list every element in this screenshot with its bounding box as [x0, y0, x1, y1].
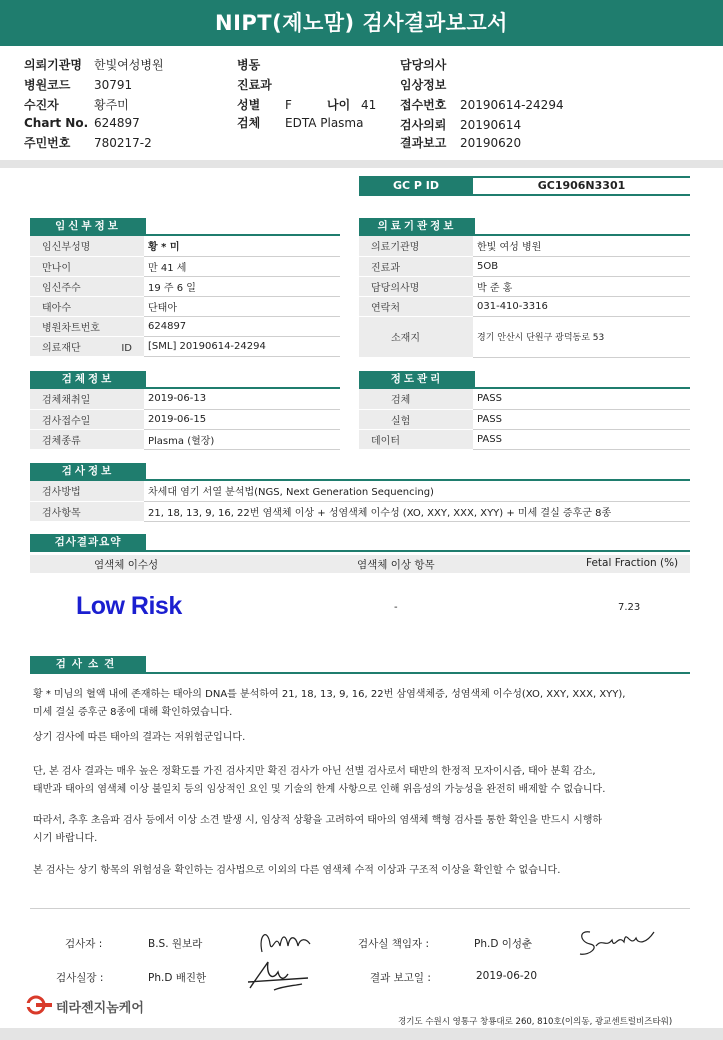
summary-col-abnormal: 염색체 이상 항목	[357, 559, 435, 571]
company-logo-icon	[26, 995, 54, 1015]
pregnancy-table	[30, 236, 340, 357]
findings-paragraph: 단, 본 검사 결과는 매우 높은 정확도를 가진 검사지만 확진 검사가 아닌 선별 검사로서 태반의 한정적 모자이시즘, 태아 분획 감소, 태반과 태아의 염색체 이상 불일치 등의 임상적인 요인 및 기술의 한계 사항으로 인해 위음성의 가능성을 완전히 배제할 수 없습니다.	[33, 766, 606, 795]
header-request-date: 검사의뢰 20190614	[400, 118, 522, 132]
abnormal-value: -	[394, 602, 398, 613]
specimen-section-tag: 검체정보	[30, 371, 146, 388]
qc-section-tag: 정도관리	[359, 371, 475, 388]
header-receipt-no: 접수번호 20190614-24294	[400, 98, 564, 112]
table-row: 진료과 5OB	[359, 256, 690, 276]
findings-paragraph: 상기 검사에 따른 태아의 결과는 저위험군입니다.	[33, 732, 246, 743]
table-row: 실험 PASS	[359, 409, 690, 429]
footer-band	[0, 1028, 723, 1040]
findings-paragraph: 본 검사는 상기 항목의 위험성을 확인하는 검사법으로 이외의 다른 염색체 수적 이상과 구조적 이상을 확인할 수 없습니다.	[33, 865, 561, 876]
manager-label: 검사실 책임자 :	[358, 938, 430, 950]
manager-name: Ph.D 이성춘	[474, 938, 533, 950]
table-row: 연락처 031-410-3316	[359, 296, 690, 316]
chief-label: 검사실장 :	[56, 972, 104, 984]
tester-name: B.S. 원보라	[148, 938, 203, 950]
chief-signature	[244, 956, 314, 996]
header-sex: 성별 F	[237, 98, 292, 112]
report-date-value: 2019-06-20	[476, 970, 538, 982]
manager-signature	[576, 924, 660, 960]
table-row: 검체종류 Plasma (혈장)	[30, 429, 340, 449]
table-row: 검체 PASS	[359, 389, 690, 409]
table-row: 검사방법 차세대 염기 서열 분석법(NGS, Next Generation Sequencing)	[30, 481, 690, 501]
summary-col-aneuploidy: 염색체 이수성	[94, 559, 159, 571]
findings-rule	[30, 672, 690, 674]
chief-name: Ph.D 배진한	[148, 972, 207, 984]
findings-paragraph: 황 * 미님의 혈액 내에 존재하는 태아의 DNA를 분석하여 21, 18, 13, 9, 16, 22번 삼염색체증, 성염색체 이수성(XO, XXY, XXX, XYY), 미세 결실 증후군 8종에 대해 확인하였습니다.	[33, 689, 626, 718]
company-logo: 테라젠지놈케어	[56, 1001, 144, 1016]
header-doctor: 담당의사	[400, 58, 447, 72]
findings-paragraph: 따라서, 추후 초음파 검사 등에서 이상 소견 발생 시, 임상적 상황을 고려하여 태아의 염색체 핵형 검사를 통한 확인을 반드시 시행하 시기 바랍니다.	[33, 815, 603, 844]
table-row: 병원차트번호 624897	[30, 316, 340, 336]
header-report-date: 결과보고 20190620	[400, 136, 522, 150]
table-row: 검체채취일 2019-06-13	[30, 389, 340, 409]
gcpid-value: GC1906N3301	[473, 176, 690, 196]
summary-col-fetal-fraction: Fetal Fraction (%)	[586, 557, 679, 569]
summary-header	[30, 555, 690, 573]
institution-table	[359, 236, 690, 358]
findings-section-tag: 검사소견	[30, 656, 146, 673]
table-row: 의료기관명 한빛 여성 병원	[359, 236, 690, 256]
qc-table	[359, 389, 690, 450]
header-department: 진료과	[237, 78, 272, 92]
pregnancy-section-tag: 임신부정보	[30, 218, 146, 235]
risk-result: Low Risk	[76, 592, 182, 620]
gcpid-label: GC P ID	[359, 176, 473, 196]
specimen-table	[30, 389, 340, 450]
company-address: 경기도 수원시 영통구 창룡대로 260, 810호(이의동, 광교센트럴비즈타워)	[398, 1017, 673, 1027]
header-specimen: 검체 EDTA Plasma	[237, 116, 364, 130]
institution-section-tag: 의료기관정보	[359, 218, 475, 235]
table-row: 담당의사명 박 준 홍	[359, 276, 690, 296]
table-row: 검사항목 21, 18, 13, 9, 16, 22번 염색체 이상 + 성염색체 이수성 (XO, XXY, XXX, XYY) + 미세 결실 증후군 8종	[30, 501, 690, 521]
fetal-fraction-value: 7.23	[618, 602, 641, 613]
tester-label: 검사자 :	[65, 938, 103, 950]
header-divider	[0, 160, 723, 168]
tester-signature	[254, 924, 314, 958]
header-hospital-code: 병원코드 30791	[24, 78, 133, 92]
header-clinical-info: 임상정보	[400, 78, 447, 92]
table-row: 데이터 PASS	[359, 429, 690, 449]
table-row: 검사접수일 2019-06-15	[30, 409, 340, 429]
header-ward: 병동	[237, 58, 261, 72]
header-institution: 의뢰기관명 한빛여성병원	[24, 58, 164, 72]
table-row: 의료재단 ID [SML] 20190614-24294	[30, 336, 340, 356]
test-table	[30, 481, 690, 522]
report-title: NIPT(제노맘) 검사결과보고서	[0, 0, 723, 46]
report-date-label: 결과 보고일 :	[370, 972, 431, 984]
header-patient: 수진자 황주미	[24, 98, 129, 112]
table-row: 임신주수 19 주 6 일	[30, 276, 340, 296]
signature-divider	[30, 908, 690, 909]
table-row: 태아수 단태아	[30, 296, 340, 316]
summary-section-tag: 검사결과요약	[30, 534, 146, 551]
header-age: 나이 41	[327, 98, 377, 112]
table-row: 만나이 만 41 세	[30, 256, 340, 276]
table-row: 임신부성명 황 * 미	[30, 236, 340, 256]
header-chart-no: Chart No. 624897	[24, 116, 140, 130]
test-section-tag: 검사정보	[30, 463, 146, 480]
header-id-number: 주민번호 780217-2	[24, 136, 152, 150]
summary-rule	[30, 550, 690, 552]
table-row: 소재지 경기 안산시 단원구 광덕동로 53	[359, 316, 690, 357]
